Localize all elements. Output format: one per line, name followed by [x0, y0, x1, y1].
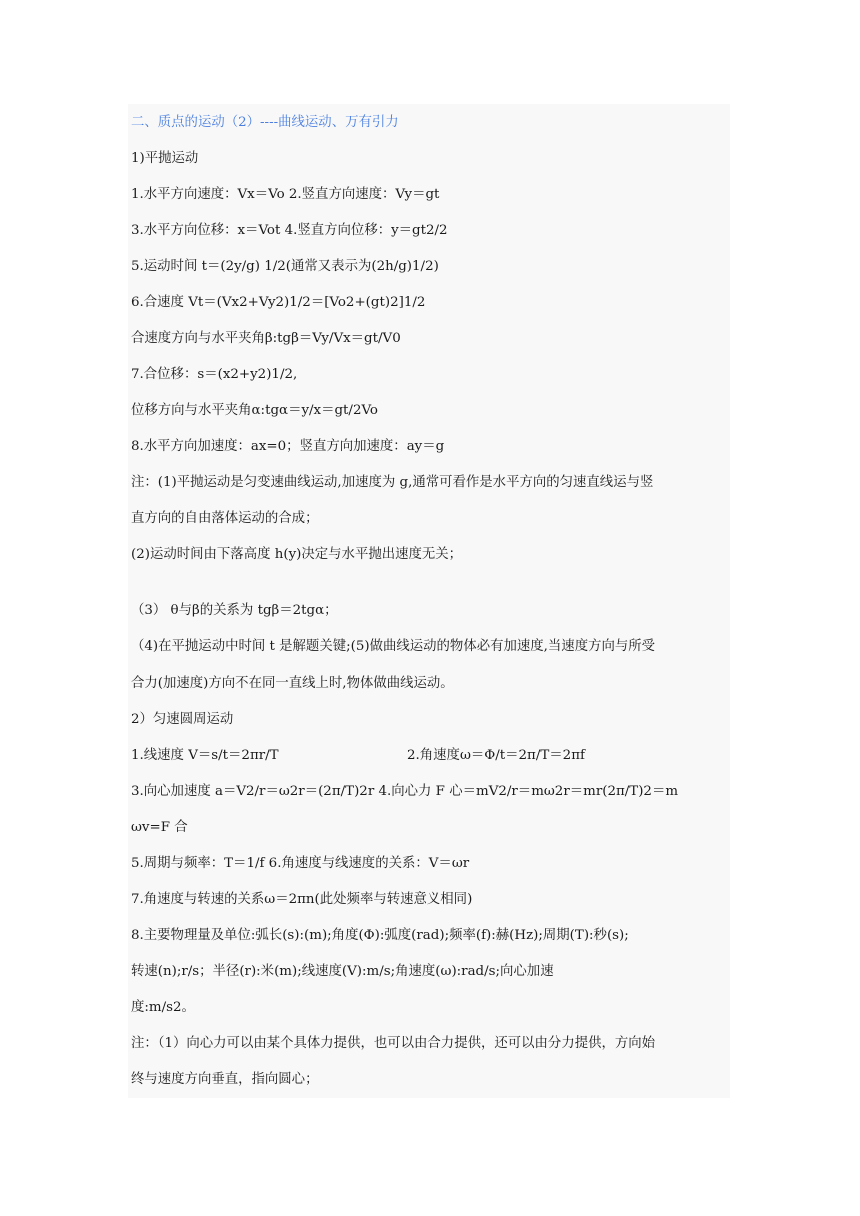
- text-line: 2）匀速圆周运动: [131, 712, 234, 727]
- text-line: 位移方向与水平夹角α:tgα＝y/x＝gt/2Vo: [131, 403, 378, 418]
- text-line: （4)在平抛运动中时间 t 是解题关键;(5)做曲线运动的物体必有加速度,当速度方向与所受: [131, 639, 656, 654]
- text-line: 2.角速度ω＝Φ/t＝2π/T＝2πf: [407, 748, 585, 763]
- text-line: 终与速度方向垂直，指向圆心；: [131, 1072, 319, 1087]
- text-line: 7.合位移：s＝(x2+y2)1/2,: [131, 367, 298, 382]
- text-line: (2)运动时间由下落高度 h(y)决定与水平抛出速度无关；: [131, 547, 463, 562]
- text-line: 直方向的自由落体运动的合成；: [131, 511, 319, 526]
- text-line: 1.线速度 V＝s/t＝2πr/T: [131, 748, 279, 763]
- text-line: 转速(n);r/s；半径(r):米(m);线速度(V):m/s;角速度(ω):rad/s;向心加速: [131, 964, 554, 979]
- text-line: 3.向心加速度 a＝V2/r＝ω2r＝(2π/T)2r 4.向心力 F 心＝mV2/r＝mω2r＝mr(2π/T)2＝m: [131, 784, 679, 799]
- text-line: 6.合速度 Vt＝(Vx2+Vy2)1/2＝[Vo2+(gt)2]1/2: [131, 295, 426, 310]
- text-line: 注：(1)平抛运动是匀变速曲线运动,加速度为 g,通常可看作是水平方向的匀速直线运与竖: [131, 475, 654, 490]
- text-line: 注：（1）向心力可以由某个具体力提供，也可以由合力提供，还可以由分力提供，方向始: [131, 1036, 656, 1051]
- text-line: 1)平抛运动: [131, 151, 199, 166]
- text-line: 5.周期与频率：T＝1/f 6.角速度与线速度的关系：V＝ωr: [131, 856, 470, 871]
- text-line: 7.角速度与转速的关系ω＝2πn(此处频率与转速意义相同): [131, 892, 473, 907]
- text-line: 度:m/s2。: [131, 1000, 195, 1015]
- text-line: 5.运动时间 t＝(2y/g) 1/2(通常又表示为(2h/g)1/2): [131, 259, 439, 274]
- text-line: （3） θ与β的关系为 tgβ＝2tgα；: [131, 603, 338, 618]
- document-text-block: [128, 104, 730, 1098]
- text-line: 合力(加速度)方向不在同一直线上时,物体做曲线运动。: [131, 676, 454, 691]
- text-line: 3.水平方向位移：x＝Vot 4.竖直方向位移：y＝gt2/2: [131, 223, 448, 238]
- text-line: 1.水平方向速度：Vx＝Vo 2.竖直方向速度：Vy＝gt: [131, 187, 440, 202]
- text-line: 合速度方向与水平夹角β:tgβ＝Vy/Vx＝gt/V0: [131, 331, 401, 346]
- section-title: 二、质点的运动（2）----曲线运动、万有引力: [131, 115, 399, 130]
- text-line: 8.水平方向加速度：ax=0；竖直方向加速度：ay＝g: [131, 439, 445, 454]
- text-line: ωv=F 合: [131, 820, 188, 835]
- text-line: 8.主要物理量及单位:弧长(s):(m);角度(Φ):弧度(rad);频率(f):赫(Hz);周期(T):秒(s);: [131, 928, 629, 943]
